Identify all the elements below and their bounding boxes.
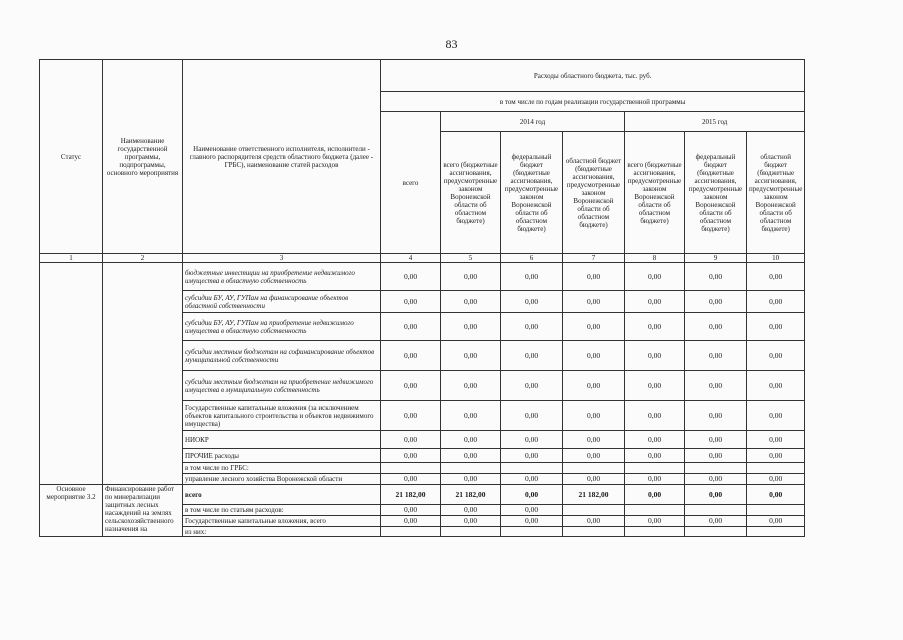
row-value: 0,00 — [625, 341, 685, 371]
row-value: 0,00 — [381, 431, 441, 449]
row-value: 0,00 — [685, 341, 747, 371]
measure-row-value — [747, 527, 805, 537]
row-value: 0,00 — [501, 431, 563, 449]
row-label: Государственные капитальные вложения (за исключением объектов капитального строительства и объектов недвижимого имущества) — [183, 401, 381, 431]
row-label: субсидии местным бюджетам на приобретение недвижимого имущества в муниципальную собственность — [183, 371, 381, 401]
measure-row-value: 21 182,00 — [381, 485, 441, 505]
row-value: 0,00 — [381, 291, 441, 313]
row-value: 0,00 — [747, 313, 805, 341]
header-executor-name: Наименование ответственного исполнителя, исполнители - главного распорядителя средств областного бюджета (далее - ГРБС), наименование статей расходов — [183, 60, 381, 254]
row-value: 0,00 — [747, 449, 805, 463]
row-value: 0,00 — [563, 449, 625, 463]
measure-row-value: 0,00 — [501, 485, 563, 505]
column-number: 7 — [563, 254, 625, 263]
row-value: 0,00 — [625, 291, 685, 313]
row-value: 0,00 — [747, 431, 805, 449]
measure-row-value — [625, 527, 685, 537]
row-value: 0,00 — [685, 449, 747, 463]
row-value: 0,00 — [685, 371, 747, 401]
column-number: 2 — [103, 254, 183, 263]
row-value: 0,00 — [501, 341, 563, 371]
header-total-budget-2015: всего (бюджетные ассигнования, предусмотренные законом Воронежской области об областном бюджете) — [625, 132, 685, 254]
row-value: 0,00 — [563, 401, 625, 431]
row-value: 0,00 — [501, 263, 563, 291]
header-total-budget-2014: всего (бюджетные ассигнования, предусмотренные законом Воронежской области об областном бюджете) — [441, 132, 501, 254]
row-value — [625, 463, 685, 474]
row-value: 0,00 — [563, 431, 625, 449]
header-year-2015: 2015 год — [625, 112, 805, 132]
row-value: 0,00 — [563, 313, 625, 341]
measure-row-value — [563, 505, 625, 516]
measure-status: Основное мероприятие 3.2 — [40, 485, 103, 537]
column-number: 10 — [747, 254, 805, 263]
row-value: 0,00 — [501, 449, 563, 463]
row-value: 0,00 — [441, 313, 501, 341]
row-value — [685, 463, 747, 474]
row-value — [381, 463, 441, 474]
measure-row-value: 0,00 — [685, 485, 747, 505]
row-value: 0,00 — [563, 291, 625, 313]
header-regional-2014: областной бюджет (бюджетные ассигнования, предусмотренные законом Воронежской области об областном бюджете) — [563, 132, 625, 254]
row-value: 0,00 — [625, 449, 685, 463]
header-by-years: в том числе по годам реализации государственной программы — [381, 92, 805, 112]
column-number: 4 — [381, 254, 441, 263]
row-value: 0,00 — [381, 371, 441, 401]
measure-row-value: 0,00 — [441, 505, 501, 516]
measure-row-label: из них: — [183, 527, 381, 537]
row-value: 0,00 — [625, 474, 685, 485]
row-value: 0,00 — [441, 401, 501, 431]
row-value: 0,00 — [685, 313, 747, 341]
row-value: 0,00 — [625, 371, 685, 401]
row-value: 0,00 — [685, 401, 747, 431]
row-value: 0,00 — [501, 474, 563, 485]
row-value: 0,00 — [747, 401, 805, 431]
measure-row-label: Государственные капитальные вложения, всего — [183, 516, 381, 527]
row-label: в том числе по ГРБС: — [183, 463, 381, 474]
measure-row-value — [563, 527, 625, 537]
row-value: 0,00 — [685, 474, 747, 485]
row-label: субсидии местным бюджетам на софинансирование объектов муниципальной собственности — [183, 341, 381, 371]
row-value: 0,00 — [563, 371, 625, 401]
measure-row-label: всего — [183, 485, 381, 505]
row-value: 0,00 — [381, 449, 441, 463]
row-value — [563, 463, 625, 474]
row-value: 0,00 — [381, 313, 441, 341]
row-label: НИОКР — [183, 431, 381, 449]
row-value: 0,00 — [563, 263, 625, 291]
row-value: 0,00 — [747, 371, 805, 401]
header-total: всего — [381, 112, 441, 254]
row-value: 0,00 — [625, 313, 685, 341]
row-value: 0,00 — [685, 263, 747, 291]
measure-row-value: 0,00 — [747, 516, 805, 527]
header-regional-2015: областной бюджет (бюджетные ассигнования, предусмотренные законом Воронежской области об областном бюджете) — [747, 132, 805, 254]
header-status: Статус — [40, 60, 103, 254]
row-value: 0,00 — [441, 291, 501, 313]
measure-row-value: 0,00 — [381, 505, 441, 516]
row-value: 0,00 — [747, 263, 805, 291]
row-value: 0,00 — [381, 341, 441, 371]
measure-row-value: 0,00 — [685, 516, 747, 527]
measure-row-label: в том числе по статьям расходов: — [183, 505, 381, 516]
row-value: 0,00 — [685, 291, 747, 313]
row-label: бюджетные инвестиции на приобретение недвижимого имущества в областную собственность — [183, 263, 381, 291]
row-value: 0,00 — [381, 263, 441, 291]
row-value — [501, 463, 563, 474]
header-expenses-title: Расходы областного бюджета, тыс. руб. — [381, 60, 805, 92]
column-number: 9 — [685, 254, 747, 263]
header-program-name: Наименование государственной программы, подпрограммы, основного мероприятия — [103, 60, 183, 254]
row-value: 0,00 — [747, 291, 805, 313]
row-value: 0,00 — [563, 474, 625, 485]
measure-row-value — [747, 505, 805, 516]
row-value: 0,00 — [563, 341, 625, 371]
page-number: 83 — [445, 37, 458, 51]
measure-row-value: 0,00 — [625, 485, 685, 505]
measure-row-value: 21 182,00 — [441, 485, 501, 505]
row-value: 0,00 — [501, 371, 563, 401]
status-cell — [40, 263, 103, 485]
row-value — [441, 463, 501, 474]
measure-row-value — [501, 527, 563, 537]
row-value: 0,00 — [501, 291, 563, 313]
table-row — [40, 263, 805, 291]
row-value: 0,00 — [625, 263, 685, 291]
measure-row-value — [685, 527, 747, 537]
measure-row-value: 0,00 — [625, 516, 685, 527]
measure-row-value: 0,00 — [747, 485, 805, 505]
row-value: 0,00 — [625, 401, 685, 431]
measure-row-value: 0,00 — [441, 516, 501, 527]
measure-row-value: 0,00 — [501, 505, 563, 516]
row-label: управление лесного хозяйства Воронежской области — [183, 474, 381, 485]
measure-name: Финансирование работ по минерализации защитных лесных насаждений на землях сельскохозяйственного назначения на — [103, 485, 183, 537]
row-value: 0,00 — [747, 341, 805, 371]
row-value: 0,00 — [501, 401, 563, 431]
row-value: 0,00 — [441, 431, 501, 449]
measure-row-value — [685, 505, 747, 516]
header-federal-2015: федеральный бюджет (бюджетные ассигнования, предусмотренные законом Воронежской области об областном бюджете) — [685, 132, 747, 254]
measure-row — [40, 485, 805, 505]
row-label: ПРОЧИЕ расходы — [183, 449, 381, 463]
column-number: 8 — [625, 254, 685, 263]
row-value: 0,00 — [441, 474, 501, 485]
measure-row-value: 0,00 — [501, 516, 563, 527]
column-number: 6 — [501, 254, 563, 263]
row-label: субсидии БУ, АУ, ГУПам на финансирование объектов областной собственности — [183, 291, 381, 313]
row-value: 0,00 — [441, 263, 501, 291]
row-value: 0,00 — [501, 313, 563, 341]
measure-row-value: 0,00 — [381, 516, 441, 527]
measure-row-value — [441, 527, 501, 537]
column-number: 5 — [441, 254, 501, 263]
measure-row-value — [381, 527, 441, 537]
row-value: 0,00 — [747, 474, 805, 485]
row-value: 0,00 — [381, 474, 441, 485]
measure-row-value — [625, 505, 685, 516]
row-value: 0,00 — [441, 371, 501, 401]
measure-row-value: 0,00 — [563, 516, 625, 527]
program-cell — [103, 263, 183, 485]
header-year-2014: 2014 год — [441, 112, 625, 132]
measure-row-value: 21 182,00 — [563, 485, 625, 505]
row-value: 0,00 — [685, 431, 747, 449]
row-value: 0,00 — [381, 401, 441, 431]
row-value — [747, 463, 805, 474]
column-number: 3 — [183, 254, 381, 263]
row-label: субсидии БУ, АУ, ГУПам на приобретение недвижимого имущества в областную собственность — [183, 313, 381, 341]
row-value: 0,00 — [441, 449, 501, 463]
expenses-table — [39, 59, 805, 537]
row-value: 0,00 — [441, 341, 501, 371]
row-value: 0,00 — [625, 431, 685, 449]
header-federal-2014: федеральный бюджет (бюджетные ассигнования, предусмотренные законом Воронежской области об областном бюджете) — [501, 132, 563, 254]
column-number: 1 — [40, 254, 103, 263]
